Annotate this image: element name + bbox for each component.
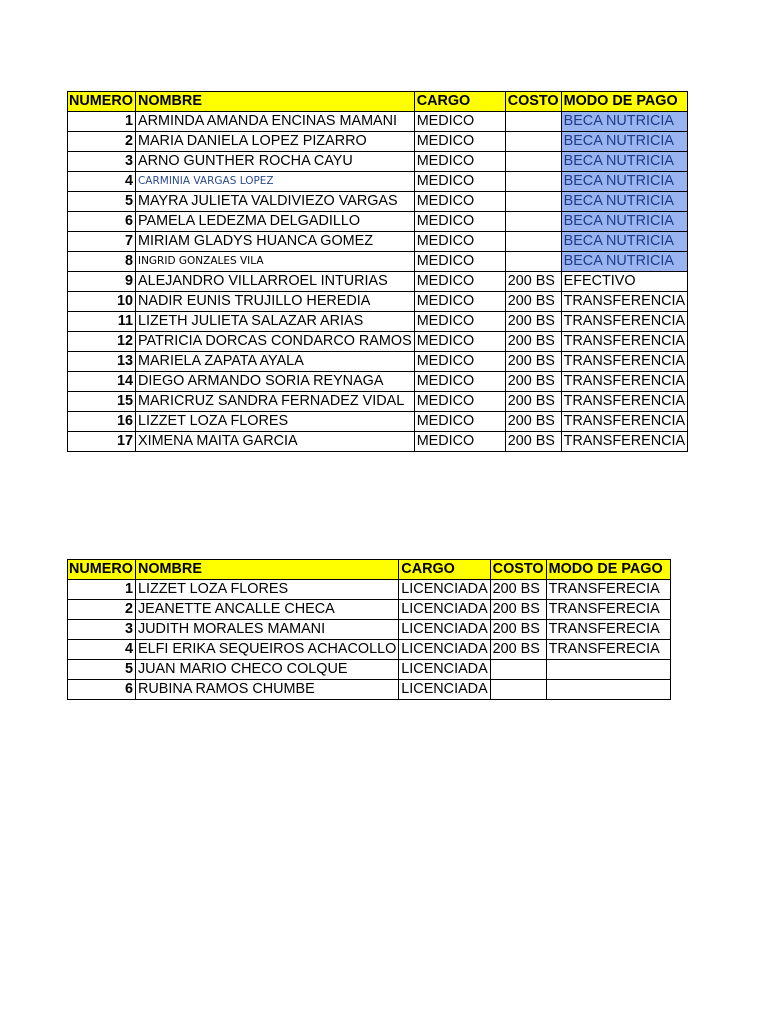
cell-nombre[interactable]: JUDITH MORALES MAMANI (135, 620, 398, 640)
cell-cargo[interactable]: LICENCIADA (399, 600, 490, 620)
cell-cargo[interactable]: MEDICO (414, 352, 505, 372)
cell-cargo[interactable]: MEDICO (414, 432, 505, 452)
cell-cargo[interactable]: MEDICO (414, 112, 505, 132)
cell-cargo[interactable]: LICENCIADA (399, 580, 490, 600)
cell-numero[interactable]: 2 (68, 600, 136, 620)
cell-modo-pago[interactable]: TRANSFERENCIA (561, 392, 688, 412)
table-row (68, 212, 688, 232)
cell-nombre[interactable]: MARIELA ZAPATA AYALA (135, 352, 414, 372)
cell-cargo[interactable]: MEDICO (414, 152, 505, 172)
cell-costo[interactable]: 200 BS (505, 292, 561, 312)
table-row (68, 192, 688, 212)
cell-nombre[interactable]: MAYRA JULIETA VALDIVIEZO VARGAS (135, 192, 414, 212)
cell-costo[interactable]: 200 BS (505, 332, 561, 352)
cell-cargo[interactable]: MEDICO (414, 372, 505, 392)
cell-cargo[interactable]: MEDICO (414, 272, 505, 292)
cell-nombre[interactable]: ARNO GUNTHER ROCHA CAYU (135, 152, 414, 172)
table-row (68, 252, 688, 272)
cell-modo-pago[interactable]: EFECTIVO (561, 272, 688, 292)
cell-cargo[interactable]: MEDICO (414, 232, 505, 252)
cell-numero[interactable]: 8 (68, 252, 136, 272)
header-costo[interactable]: COSTO (490, 560, 546, 580)
table-header-row (68, 560, 671, 580)
header-nombre[interactable]: NOMBRE (135, 560, 398, 580)
cell-costo[interactable] (490, 680, 546, 700)
cell-modo-pago[interactable]: BECA NUTRICIA (561, 112, 688, 132)
cell-cargo[interactable]: LICENCIADA (399, 660, 490, 680)
cell-modo-pago[interactable]: TRANSFERENCIA (561, 292, 688, 312)
cell-numero[interactable]: 16 (68, 412, 136, 432)
cell-numero[interactable]: 4 (68, 172, 136, 192)
table-row (68, 312, 688, 332)
cell-modo-pago[interactable]: BECA NUTRICIA (561, 212, 688, 232)
cell-costo[interactable] (505, 112, 561, 132)
cell-costo[interactable]: 200 BS (490, 600, 546, 620)
cell-costo[interactable] (505, 232, 561, 252)
cell-nombre[interactable]: PAMELA LEDEZMA DELGADILLO (135, 212, 414, 232)
cell-costo[interactable]: 200 BS (505, 392, 561, 412)
cell-numero[interactable]: 3 (68, 620, 136, 640)
table-header-row (68, 92, 688, 112)
cell-costo[interactable]: 200 BS (505, 432, 561, 452)
table-row (68, 112, 688, 132)
cell-nombre[interactable]: ALEJANDRO VILLARROEL INTURIAS (135, 272, 414, 292)
cell-numero[interactable]: 1 (68, 112, 136, 132)
cell-nombre[interactable]: ELFI ERIKA SEQUEIROS ACHACOLLO (135, 640, 398, 660)
table-row (68, 232, 688, 252)
cell-modo-pago[interactable]: BECA NUTRICIA (561, 192, 688, 212)
cell-nombre[interactable]: RUBINA RAMOS CHUMBE (135, 680, 398, 700)
cell-numero[interactable]: 10 (68, 292, 136, 312)
cell-numero[interactable]: 6 (68, 212, 136, 232)
cell-modo-pago[interactable]: BECA NUTRICIA (561, 172, 688, 192)
cell-cargo[interactable]: LICENCIADA (399, 620, 490, 640)
cell-modo-pago[interactable]: BECA NUTRICIA (561, 232, 688, 252)
cell-costo[interactable] (505, 212, 561, 232)
table-row (68, 272, 688, 292)
cell-modo-pago[interactable]: TRANSFERECIA (546, 620, 670, 640)
cell-numero[interactable]: 9 (68, 272, 136, 292)
header-nombre[interactable]: NOMBRE (135, 92, 414, 112)
header-modo-pago[interactable]: MODO DE PAGO (561, 92, 688, 112)
header-modo-pago[interactable]: MODO DE PAGO (546, 560, 670, 580)
table-row (68, 580, 671, 600)
table-row (68, 660, 671, 680)
cell-costo[interactable] (505, 252, 561, 272)
cell-costo[interactable] (505, 132, 561, 152)
cell-modo-pago[interactable]: BECA NUTRICIA (561, 132, 688, 152)
cell-modo-pago[interactable]: TRANSFERECIA (546, 580, 670, 600)
cell-costo[interactable] (505, 192, 561, 212)
table-row (68, 172, 688, 192)
cell-nombre[interactable]: LIZZET LOZA FLORES (135, 412, 414, 432)
cell-modo-pago[interactable]: TRANSFERENCIA (561, 332, 688, 352)
table-row (68, 352, 688, 372)
cell-costo[interactable] (490, 660, 546, 680)
header-numero[interactable]: NUMERO (68, 92, 136, 112)
cell-cargo[interactable]: MEDICO (414, 312, 505, 332)
cell-nombre[interactable]: CARMINIA VARGAS LOPEZ (135, 172, 414, 192)
cell-modo-pago[interactable] (546, 660, 670, 680)
cell-costo[interactable] (505, 152, 561, 172)
cell-cargo[interactable]: LICENCIADA (399, 680, 490, 700)
cell-numero[interactable]: 5 (68, 660, 136, 680)
cell-cargo[interactable]: MEDICO (414, 132, 505, 152)
cell-nombre[interactable]: MARIA DANIELA LOPEZ PIZARRO (135, 132, 414, 152)
cell-costo[interactable]: 200 BS (490, 640, 546, 660)
cell-numero[interactable]: 17 (68, 432, 136, 452)
cell-nombre[interactable]: NADIR EUNIS TRUJILLO HEREDIA (135, 292, 414, 312)
table-row (68, 620, 671, 640)
cell-cargo[interactable]: MEDICO (414, 192, 505, 212)
table-row (68, 332, 688, 352)
cell-cargo[interactable]: LICENCIADA (399, 640, 490, 660)
cell-numero[interactable]: 7 (68, 232, 136, 252)
cell-costo[interactable]: 200 BS (505, 412, 561, 432)
cell-nombre[interactable]: JEANETTE ANCALLE CHECA (135, 600, 398, 620)
cell-numero[interactable]: 3 (68, 152, 136, 172)
cell-modo-pago[interactable]: TRANSFERECIA (546, 640, 670, 660)
licenciadas-table (67, 559, 671, 700)
table-row (68, 600, 671, 620)
cell-numero[interactable]: 11 (68, 312, 136, 332)
header-cargo[interactable]: CARGO (414, 92, 505, 112)
cell-costo[interactable]: 200 BS (505, 272, 561, 292)
cell-costo[interactable]: 200 BS (490, 620, 546, 640)
cell-nombre[interactable]: XIMENA MAITA GARCIA (135, 432, 414, 452)
table-row (68, 680, 671, 700)
table-row (68, 372, 688, 392)
cell-cargo[interactable]: MEDICO (414, 172, 505, 192)
cell-modo-pago[interactable]: TRANSFERENCIA (561, 432, 688, 452)
cell-nombre[interactable]: LIZETH JULIETA SALAZAR ARIAS (135, 312, 414, 332)
cell-modo-pago[interactable]: TRANSFERENCIA (561, 372, 688, 392)
cell-modo-pago[interactable]: BECA NUTRICIA (561, 152, 688, 172)
table-row (68, 640, 671, 660)
cell-nombre[interactable]: JUAN MARIO CHECO COLQUE (135, 660, 398, 680)
cell-costo[interactable]: 200 BS (490, 580, 546, 600)
cell-cargo[interactable]: MEDICO (414, 212, 505, 232)
cell-modo-pago[interactable]: TRANSFERENCIA (561, 312, 688, 332)
table-row (68, 432, 688, 452)
cell-costo[interactable]: 200 BS (505, 372, 561, 392)
cell-nombre[interactable]: PATRICIA DORCAS CONDARCO RAMOS (135, 332, 414, 352)
cell-modo-pago[interactable]: TRANSFERENCIA (561, 412, 688, 432)
cell-nombre[interactable]: ARMINDA AMANDA ENCINAS MAMANI (135, 112, 414, 132)
cell-costo[interactable]: 200 BS (505, 312, 561, 332)
header-cargo[interactable]: CARGO (399, 560, 490, 580)
cell-numero[interactable]: 14 (68, 372, 136, 392)
cell-numero[interactable]: 12 (68, 332, 136, 352)
cell-cargo[interactable]: MEDICO (414, 332, 505, 352)
table-row (68, 292, 688, 312)
cell-modo-pago[interactable]: TRANSFERENCIA (561, 352, 688, 372)
table-row (68, 132, 688, 152)
cell-cargo[interactable]: MEDICO (414, 392, 505, 412)
table-row (68, 412, 688, 432)
cell-nombre[interactable]: MARICRUZ SANDRA FERNADEZ VIDAL (135, 392, 414, 412)
cell-numero[interactable]: 15 (68, 392, 136, 412)
cell-modo-pago[interactable]: TRANSFERECIA (546, 600, 670, 620)
medicos-table (67, 91, 688, 452)
table-row (68, 392, 688, 412)
cell-costo[interactable]: 200 BS (505, 352, 561, 372)
cell-numero[interactable]: 1 (68, 580, 136, 600)
cell-numero[interactable]: 6 (68, 680, 136, 700)
cell-nombre[interactable]: MIRIAM GLADYS HUANCA GOMEZ (135, 232, 414, 252)
table-row (68, 152, 688, 172)
cell-modo-pago[interactable] (546, 680, 670, 700)
cell-numero[interactable]: 13 (68, 352, 136, 372)
cell-cargo[interactable]: MEDICO (414, 252, 505, 272)
cell-modo-pago[interactable]: BECA NUTRICIA (561, 252, 688, 272)
cell-nombre[interactable]: LIZZET LOZA FLORES (135, 580, 398, 600)
cell-numero[interactable]: 5 (68, 192, 136, 212)
header-costo[interactable]: COSTO (505, 92, 561, 112)
cell-cargo[interactable]: MEDICO (414, 412, 505, 432)
cell-nombre[interactable]: DIEGO ARMANDO SORIA REYNAGA (135, 372, 414, 392)
header-numero[interactable]: NUMERO (68, 560, 136, 580)
cell-numero[interactable]: 4 (68, 640, 136, 660)
cell-cargo[interactable]: MEDICO (414, 292, 505, 312)
cell-nombre[interactable]: INGRID GONZALES VILA (135, 252, 414, 272)
cell-costo[interactable] (505, 172, 561, 192)
cell-numero[interactable]: 2 (68, 132, 136, 152)
